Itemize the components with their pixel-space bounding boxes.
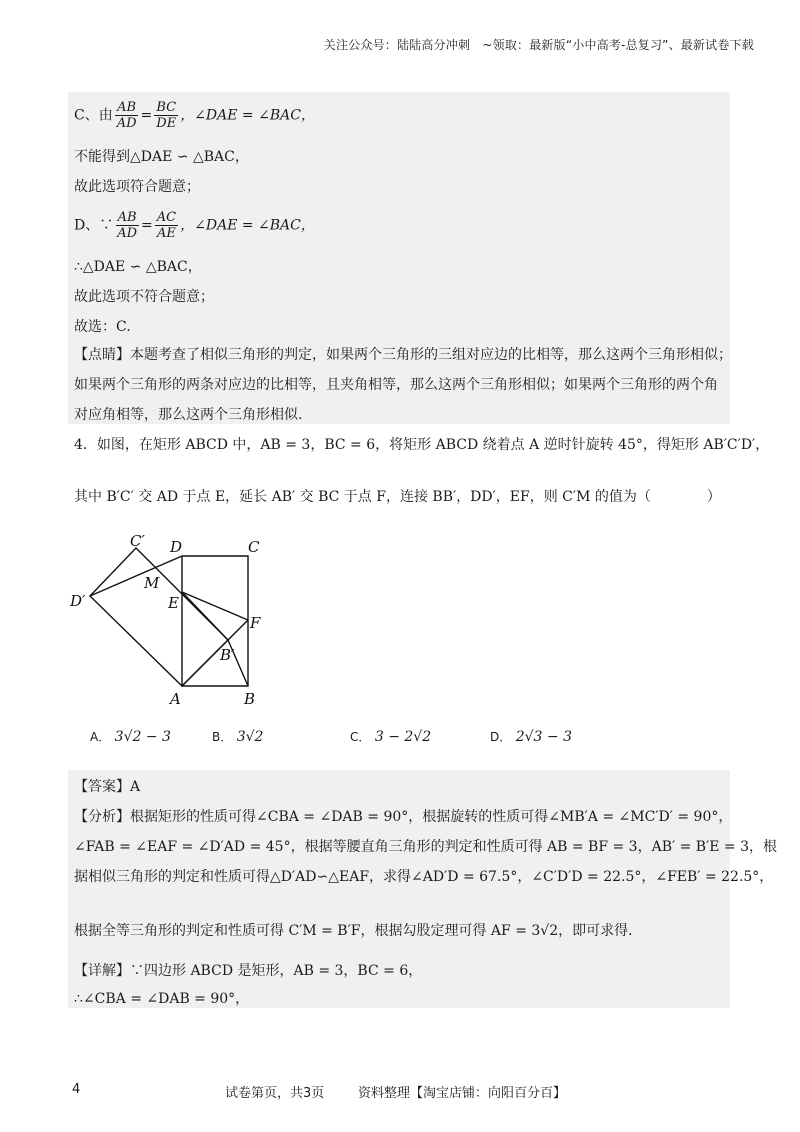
detail-line-1: 【详解】∵四边形 ABCD 是矩形，AB = 3，BC = 6， <box>74 963 423 979</box>
label-c1: C′ <box>130 532 145 550</box>
page-number: 4 <box>72 1082 81 1097</box>
analysis-line-3: 据相似三角形的判定和性质可得△D′AD∽△EAF，求得∠AD′D = 67.5°，∠C′D′D = 22.5°，∠FEB′ = 22.5°， <box>74 869 774 885</box>
final-choice: 故选：C. <box>74 319 131 335</box>
page-count: 试卷第页，共3页 <box>225 1086 325 1101</box>
label-f: F <box>250 614 261 632</box>
label-d1: D′ <box>70 592 86 610</box>
option-c-line3: 故此选项符合题意； <box>74 179 200 195</box>
option-d-reason: D、∵ $\frac{AB}{AD}$ = $\frac{AC}{AE}$ ，∠DAE = ∠BAC， <box>74 210 315 241</box>
analysis-line-1: 【分析】根据矩形的性质可得∠CBA = ∠DAB = 90°，根据旋转的性质可得∠MB′A = ∠MC′D′ = 90°， <box>74 809 733 825</box>
page-header: 关注公众号：陆陆高分冲刺 ~领取：最新版“小中高考-总复习”、最新试卷下载 <box>323 38 754 52</box>
label-m: M <box>144 574 160 592</box>
option-a: A． 3√2 − 3 <box>90 729 171 745</box>
answer-line: 【答案】A <box>74 779 141 795</box>
dianjing-line-3: 对应角相等，那么这两个三角形相似. <box>74 407 303 423</box>
segment-af <box>182 620 248 686</box>
option-c-line2: 不能得到△DAE ∽ △BAC， <box>74 149 249 165</box>
option-d-line3: 故此选项不符合题意； <box>74 289 214 305</box>
question-4-line-2: 其中 B′C′ 交 AD 于点 E，延长 AB′ 交 BC 于点 F，连接 BB′，DD′，EF，则 C′M 的值为（ ） <box>74 489 721 505</box>
source-note: 资料整理【淘宝店铺：向阳百分百】 <box>358 1086 567 1101</box>
label-b1: B′ <box>220 646 235 664</box>
label-b: B <box>244 690 256 708</box>
segment-ef <box>182 592 248 620</box>
label-a: A <box>170 690 181 708</box>
option-b: B． 3√2 <box>212 729 264 745</box>
dianjing-line-2: 如果两个三角形的两条对应边的比相等，且夹角相等，那么这两个三角形相似；如果两个三角形的两个角 <box>74 377 718 393</box>
segment-eb1 <box>182 592 228 640</box>
option-d-line2: ∴△DAE ∽ △BAC， <box>74 259 202 275</box>
geometry-figure <box>66 528 296 708</box>
analysis-line-4: 根据全等三角形的判定和性质可得 C′M = B′F，根据勾股定理可得 AF = 3√2，即可求得. <box>74 923 633 939</box>
label-e: E <box>168 594 179 612</box>
question-4-line-1: 4．如图，在矩形 ABCD 中，AB = 3，BC = 6，将矩形 ABCD 绕着点 A 逆时针旋转 45°，得矩形 AB′C′D′， <box>74 437 770 453</box>
segment-dd1 <box>90 556 182 596</box>
option-c-reason: C、由 $\frac{AB}{AD}$ = $\frac{BC}{DE}$ ，∠DAE = ∠BAC， <box>74 100 315 131</box>
option-c: C． 3 − 2√2 <box>350 729 432 745</box>
detail-line-2: ∴∠CBA = ∠DAB = 90°， <box>74 991 250 1007</box>
label-c: C <box>248 538 260 556</box>
analysis-line-2: ∠FAB = ∠EAF = ∠D′AD = 45°，根据等腰直角三角形的判定和性质可得 AB = BF = 3，AB′ = B′E = 3，根 <box>74 839 778 855</box>
rect-abcd <box>182 556 248 686</box>
dianjing-line-1: 【点睛】本题考查了相似三角形的判定，如果两个三角形的三组对应边的比相等，那么这两个三角形相似； <box>74 347 732 363</box>
rect-ab1c1d1 <box>90 548 228 686</box>
option-d: D． 2√3 − 3 <box>490 729 572 745</box>
label-d: D <box>170 538 183 556</box>
